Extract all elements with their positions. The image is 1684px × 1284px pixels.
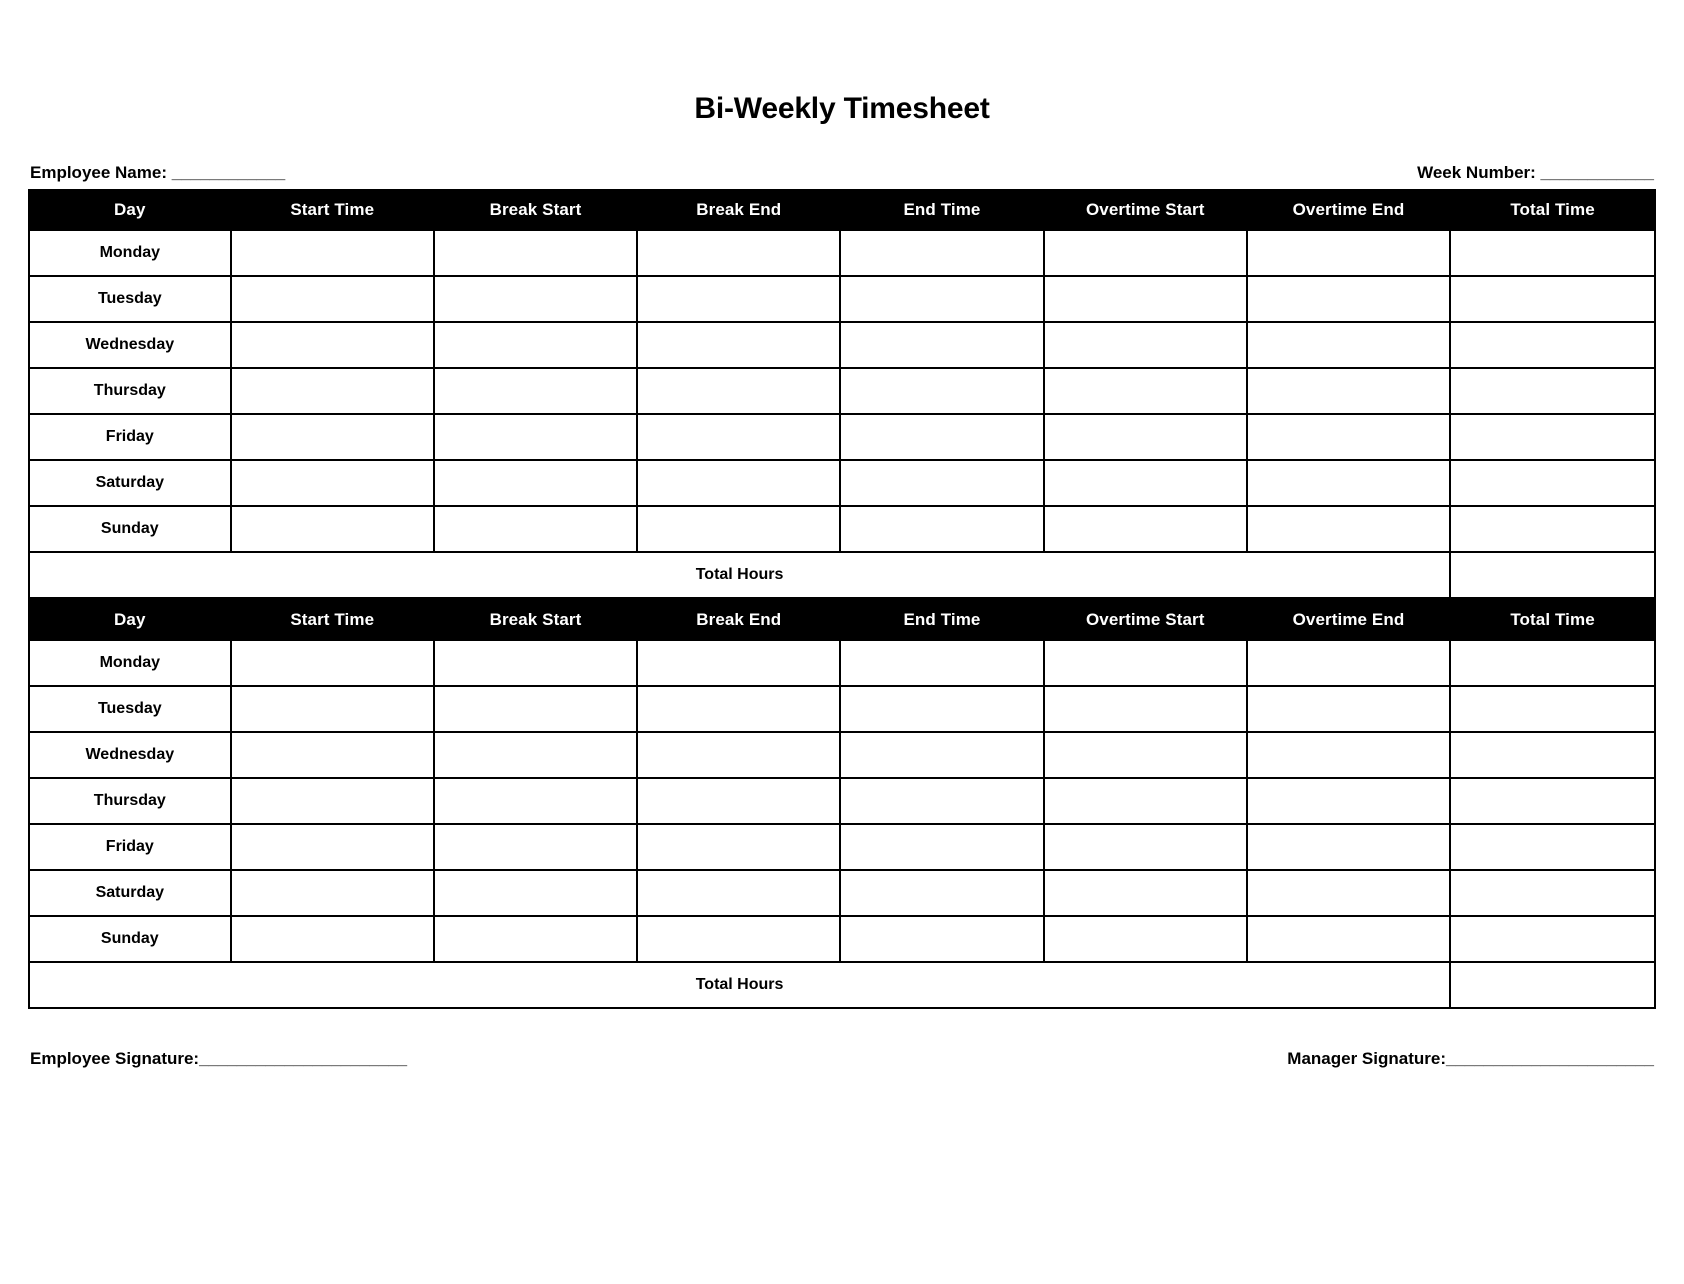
table-row [29, 870, 1655, 916]
table-row [29, 322, 1655, 368]
cell-end-time[interactable] [840, 916, 1043, 962]
page-title: Bi-Weekly Timesheet [694, 92, 990, 125]
cell-start-time[interactable] [231, 732, 434, 778]
table-row [29, 230, 1655, 276]
column-header-end-time: End Time [840, 600, 1043, 640]
week-number-field[interactable]: Week Number: ____________ [1417, 163, 1654, 182]
cell-overtime-end[interactable] [1247, 824, 1450, 870]
timesheet-page [0, 92, 1684, 1284]
cell-break-start[interactable] [434, 640, 637, 686]
cell-start-time[interactable] [231, 414, 434, 460]
table-row [29, 640, 1655, 686]
total-hours-row [29, 962, 1655, 1008]
column-header-total-time: Total Time [1450, 600, 1655, 640]
cell-end-time[interactable] [840, 276, 1043, 322]
column-header-start-time: Start Time [231, 600, 434, 640]
table-row [29, 276, 1655, 322]
cell-overtime-end[interactable] [1247, 778, 1450, 824]
cell-break-start[interactable] [434, 916, 637, 962]
cell-total-time[interactable] [1450, 686, 1655, 732]
column-header-day: Day [29, 190, 231, 230]
day-label: Thursday [29, 368, 231, 414]
total-hours-value[interactable] [1450, 552, 1655, 598]
cell-overtime-end[interactable] [1247, 368, 1450, 414]
cell-break-start[interactable] [434, 414, 637, 460]
total-hours-value[interactable] [1450, 962, 1655, 1008]
cell-overtime-start[interactable] [1044, 506, 1247, 552]
cell-total-time[interactable] [1450, 460, 1655, 506]
total-hours-label: Total Hours [29, 552, 1450, 598]
day-label: Sunday [29, 506, 231, 552]
cell-total-time[interactable] [1450, 368, 1655, 414]
cell-total-time[interactable] [1450, 778, 1655, 824]
cell-start-time[interactable] [231, 322, 434, 368]
cell-total-time[interactable] [1450, 640, 1655, 686]
cell-end-time[interactable] [840, 230, 1043, 276]
table-row [29, 460, 1655, 506]
day-label: Thursday [29, 778, 231, 824]
cell-total-time[interactable] [1450, 230, 1655, 276]
column-header-overtime-start: Overtime Start [1044, 190, 1247, 230]
cell-start-time[interactable] [231, 276, 434, 322]
cell-start-time[interactable] [231, 870, 434, 916]
cell-total-time[interactable] [1450, 870, 1655, 916]
cell-total-time[interactable] [1450, 916, 1655, 962]
cell-break-end[interactable] [637, 276, 840, 322]
cell-overtime-end[interactable] [1247, 686, 1450, 732]
day-label: Monday [29, 230, 231, 276]
cell-break-end[interactable] [637, 322, 840, 368]
cell-break-start[interactable] [434, 870, 637, 916]
cell-overtime-end[interactable] [1247, 506, 1450, 552]
table-row [29, 506, 1655, 552]
day-label: Wednesday [29, 322, 231, 368]
cell-break-start[interactable] [434, 778, 637, 824]
cell-total-time[interactable] [1450, 506, 1655, 552]
day-label: Friday [29, 824, 231, 870]
cell-break-start[interactable] [434, 322, 637, 368]
cell-overtime-start[interactable] [1044, 368, 1247, 414]
table-header-row [29, 190, 1655, 230]
cell-end-time[interactable] [840, 460, 1043, 506]
cell-overtime-start[interactable] [1044, 322, 1247, 368]
table-row [29, 916, 1655, 962]
cell-break-end[interactable] [637, 230, 840, 276]
cell-break-start[interactable] [434, 506, 637, 552]
column-header-day: Day [29, 600, 231, 640]
cell-break-start[interactable] [434, 368, 637, 414]
cell-end-time[interactable] [840, 732, 1043, 778]
cell-overtime-start[interactable] [1044, 916, 1247, 962]
cell-start-time[interactable] [231, 824, 434, 870]
cell-break-end[interactable] [637, 824, 840, 870]
cell-break-start[interactable] [434, 276, 637, 322]
cell-end-time[interactable] [840, 368, 1043, 414]
cell-overtime-start[interactable] [1044, 824, 1247, 870]
total-hours-row [29, 552, 1655, 598]
cell-total-time[interactable] [1450, 732, 1655, 778]
cell-overtime-end[interactable] [1247, 322, 1450, 368]
employee-name-field[interactable]: Employee Name: ____________ [30, 163, 286, 182]
day-label: Tuesday [29, 276, 231, 322]
cell-break-end[interactable] [637, 460, 840, 506]
column-header-break-end: Break End [637, 190, 840, 230]
cell-break-start[interactable] [434, 686, 637, 732]
cell-total-time[interactable] [1450, 322, 1655, 368]
cell-break-start[interactable] [434, 824, 637, 870]
cell-break-end[interactable] [637, 732, 840, 778]
cell-end-time[interactable] [840, 322, 1043, 368]
cell-overtime-start[interactable] [1044, 778, 1247, 824]
cell-end-time[interactable] [840, 870, 1043, 916]
cell-total-time[interactable] [1450, 824, 1655, 870]
day-label: Tuesday [29, 686, 231, 732]
cell-break-start[interactable] [434, 460, 637, 506]
cell-end-time[interactable] [840, 824, 1043, 870]
cell-break-start[interactable] [434, 230, 637, 276]
cell-overtime-end[interactable] [1247, 460, 1450, 506]
cell-overtime-end[interactable] [1247, 916, 1450, 962]
column-header-overtime-end: Overtime End [1247, 600, 1450, 640]
table-row [29, 732, 1655, 778]
cell-start-time[interactable] [231, 460, 434, 506]
cell-total-time[interactable] [1450, 276, 1655, 322]
day-label: Wednesday [29, 732, 231, 778]
cell-overtime-start[interactable] [1044, 414, 1247, 460]
cell-overtime-start[interactable] [1044, 732, 1247, 778]
column-header-total-time: Total Time [1450, 190, 1655, 230]
timesheet-week-1 [28, 189, 1656, 599]
cell-overtime-start[interactable] [1044, 686, 1247, 732]
column-header-overtime-end: Overtime End [1247, 190, 1450, 230]
cell-break-end[interactable] [637, 640, 840, 686]
cell-overtime-end[interactable] [1247, 640, 1450, 686]
timesheet-week-2 [28, 599, 1656, 1009]
cell-overtime-end[interactable] [1247, 870, 1450, 916]
cell-end-time[interactable] [840, 414, 1043, 460]
total-hours-label: Total Hours [29, 962, 1450, 1008]
cell-break-end[interactable] [637, 414, 840, 460]
column-header-break-end: Break End [637, 600, 840, 640]
cell-start-time[interactable] [231, 230, 434, 276]
cell-overtime-start[interactable] [1044, 870, 1247, 916]
cell-start-time[interactable] [231, 686, 434, 732]
column-header-end-time: End Time [840, 190, 1043, 230]
cell-end-time[interactable] [840, 640, 1043, 686]
day-label: Friday [29, 414, 231, 460]
cell-break-end[interactable] [637, 916, 840, 962]
day-label: Saturday [29, 460, 231, 506]
table-row [29, 686, 1655, 732]
cell-break-start[interactable] [434, 732, 637, 778]
cell-overtime-start[interactable] [1044, 276, 1247, 322]
cell-end-time[interactable] [840, 686, 1043, 732]
signature-row [28, 1049, 1656, 1069]
manager-signature-field[interactable]: Manager Signature:______________________ [1287, 1049, 1654, 1068]
cell-end-time[interactable] [840, 506, 1043, 552]
employee-signature-field[interactable]: Employee Signature:______________________ [30, 1049, 408, 1068]
cell-start-time[interactable] [231, 640, 434, 686]
cell-break-end[interactable] [637, 778, 840, 824]
cell-end-time[interactable] [840, 778, 1043, 824]
table-row [29, 368, 1655, 414]
cell-start-time[interactable] [231, 368, 434, 414]
cell-break-end[interactable] [637, 686, 840, 732]
cell-break-end[interactable] [637, 368, 840, 414]
cell-start-time[interactable] [231, 506, 434, 552]
cell-total-time[interactable] [1450, 414, 1655, 460]
cell-overtime-start[interactable] [1044, 460, 1247, 506]
cell-start-time[interactable] [231, 778, 434, 824]
table-row [29, 824, 1655, 870]
cell-break-end[interactable] [637, 506, 840, 552]
table-row [29, 414, 1655, 460]
cell-overtime-end[interactable] [1247, 230, 1450, 276]
column-header-break-start: Break Start [434, 600, 637, 640]
day-label: Sunday [29, 916, 231, 962]
cell-overtime-start[interactable] [1044, 230, 1247, 276]
cell-overtime-end[interactable] [1247, 414, 1450, 460]
employee-meta-row [28, 163, 1656, 183]
cell-break-end[interactable] [637, 870, 840, 916]
cell-overtime-end[interactable] [1247, 732, 1450, 778]
table-header-row [29, 600, 1655, 640]
cell-overtime-start[interactable] [1044, 640, 1247, 686]
day-label: Saturday [29, 870, 231, 916]
column-header-break-start: Break Start [434, 190, 637, 230]
cell-overtime-end[interactable] [1247, 276, 1450, 322]
table-row [29, 778, 1655, 824]
column-header-start-time: Start Time [231, 190, 434, 230]
cell-start-time[interactable] [231, 916, 434, 962]
column-header-overtime-start: Overtime Start [1044, 600, 1247, 640]
day-label: Monday [29, 640, 231, 686]
